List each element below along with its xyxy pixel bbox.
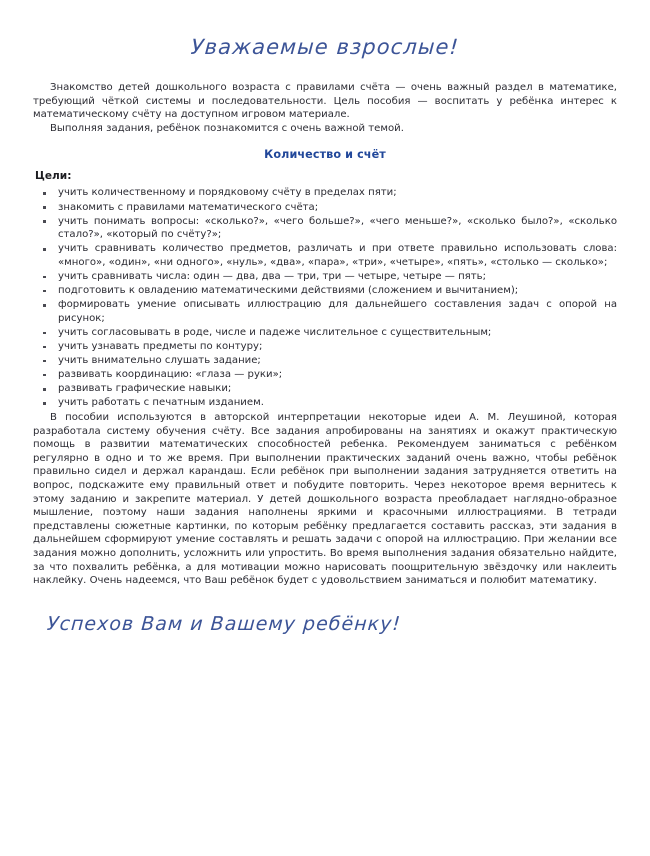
list-item xyxy=(33,186,617,200)
list-item xyxy=(33,354,617,368)
bullet-square-icon xyxy=(43,206,46,209)
bullet-square-icon xyxy=(43,360,46,363)
list-item-text: учить количественному и порядковому счёту в пределах пяти; xyxy=(58,187,397,199)
list-item-text: учить работать с печатным изданием. xyxy=(58,397,264,409)
goals-label: Цели: xyxy=(35,170,72,183)
list-item xyxy=(33,270,617,284)
list-item xyxy=(33,242,617,269)
list-item xyxy=(33,340,617,354)
bullet-square-icon xyxy=(43,304,46,307)
list-item-text: учить внимательно слушать задание; xyxy=(58,355,261,367)
list-item xyxy=(33,215,617,242)
list-item-text: знакомить с правилами математического счёта; xyxy=(58,201,319,213)
closing-paragraph: В пособии используются в авторской интерпретации некоторые идеи А. М. Леушиной, которая разработала систему обучения счёту. Все задания апробированы на занятиях и окажут практическую помощь в развитии математических способностей ребенка. Рекомендуем заниматься с ребёнком регулярно в одно и то же время. При выполнении практических заданий очень важно, чтобы ребёнок правильно сидел и держал карандаш. Если ребёнок при выполнении задания затрудняется ответить на вопрос, подскажите ему правильный ответ и побудите повторить. Через некоторое время вернитесь к этому заданию и закрепите материал. У детей дошкольного возраста преобладает наглядно-образное мышление, поэтому наши задания наполнены яркими и красочными иллюстрациями. В тетради представлены сюжетные картинки, по которым ребёнку предлагается составить рассказ, эти задания в дальнейшем сформируют умение составлять и решать задачи с опорой на иллюстрацию. При желании все задания можно дополнить, усложнить или упростить. Во время выполнения задания обязательно найдите, за что похвалить ребёнка, а для мотивации можно нарисовать поощрительную звёздочку или наклеить наклейку. Очень надеемся, что Ваш ребёнок будет с удовольствием заниматься и полюбит математику. xyxy=(33,411,617,587)
list-item xyxy=(33,298,617,325)
list-item xyxy=(33,396,617,410)
list-item-text: учить согласовывать в роде, числе и падеже числительное с существительным; xyxy=(58,326,492,338)
page-title-script: Уважаемые взрослые! xyxy=(190,35,461,59)
bullet-square-icon xyxy=(43,192,46,195)
list-item xyxy=(33,382,617,396)
list-item-text: формировать умение описывать иллюстрацию для дальнейшего составления задач с опорой на рисунок; xyxy=(58,299,617,324)
bullet-square-icon xyxy=(43,402,46,405)
bullet-square-icon xyxy=(43,290,46,293)
section-heading: Количество и счёт xyxy=(264,148,386,162)
goals-list xyxy=(33,186,617,410)
bullet-square-icon xyxy=(43,248,46,251)
intro-paragraph-2: Выполняя задания, ребёнок познакомится с очень важной темой. xyxy=(50,122,404,134)
bullet-square-icon xyxy=(43,332,46,335)
document-content xyxy=(33,36,617,635)
bullet-square-icon xyxy=(43,276,46,279)
list-item-text: учить узнавать предметы по контуру; xyxy=(58,341,263,352)
list-item-text: учить сравнивать числа: один — два, два — три, три — четыре, четыре — пять; xyxy=(58,271,486,283)
list-item xyxy=(33,201,617,215)
list-item-text: подготовить к овладению математическими действиями (сложением и вычитанием); xyxy=(58,285,519,297)
list-item xyxy=(33,326,617,340)
list-item-text: развивать координацию: «глаза — руки»; xyxy=(58,369,283,381)
bullet-square-icon xyxy=(43,388,46,391)
footer-script: Успехов Вам и Вашему ребёнку! xyxy=(46,612,402,635)
bullet-square-icon xyxy=(43,346,46,349)
bullet-square-icon xyxy=(43,374,46,377)
bullet-square-icon xyxy=(43,220,46,223)
list-item-text: развивать графические навыки; xyxy=(58,383,232,395)
list-item xyxy=(33,284,617,298)
list-item xyxy=(33,368,617,382)
list-item-text: учить понимать вопросы: «сколько?», «чего больше?», «чего меньше?», «сколько было?», «сколько стало?», «который по счёту?»; xyxy=(58,215,617,241)
intro-paragraph-1: Знакомство детей дошкольного возраста с правилами счёта — очень важный раздел в математике, требующий чёткой системы и последовательности. Цель пособия — воспитать у ребёнка интерес к математическому счёту на доступном игровом материале. xyxy=(33,82,617,121)
list-item-text: учить сравнивать количество предметов, различать и при ответе правильно использовать слова: «много», «один», «ни одного», «нуль», «два», «пара», «три», «четыре», «пять», «столько — сколько»; xyxy=(58,243,617,268)
